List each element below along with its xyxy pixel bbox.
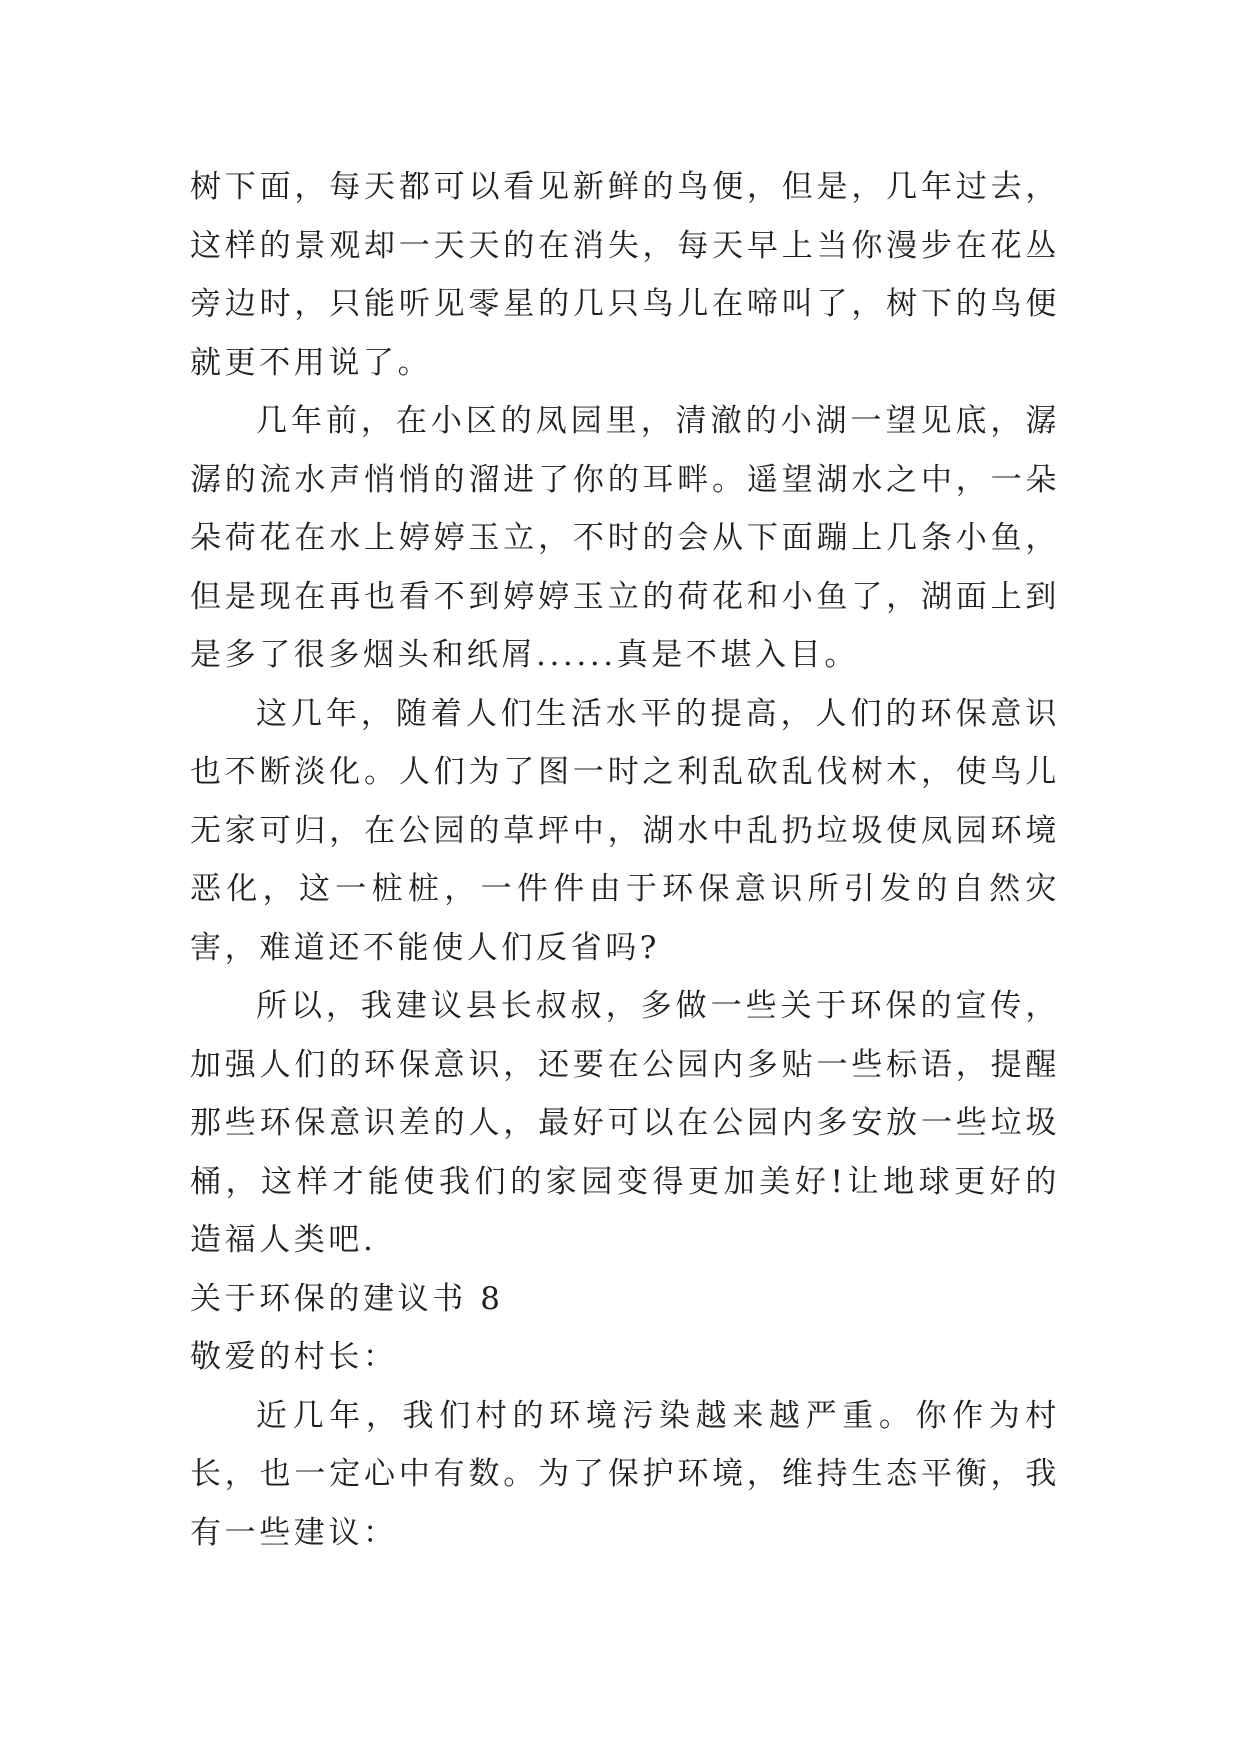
section-heading: 关于环保的建议书 8	[190, 1280, 504, 1317]
salutation: 敬爱的村长：	[190, 1339, 398, 1375]
paragraph-awareness: 这几年，随着人们生活水平的提高，人们的环保意识也不断淡化。人们为了图一时之利乱砍乱伐树木，使鸟儿无家可归，在公园的草坪中，湖水中乱扔垃圾使凤园环境恶化，这一桩桩，一件件由于环保意识所引发的自然灾害，难道还不能使人们反省吗?	[190, 695, 1060, 966]
paragraph-lake: 几年前，在小区的凤园里，清澈的小湖一望见底，潺潺的流水声悄悄的溜进了你的耳畔。遥望湖水之中，一朵朵荷花在水上婷婷玉立，不时的会从下面蹦上几条小鱼，但是现在再也看不到婷婷玉立的荷花和小鱼了，湖面上到是多了很多烟头和纸屑......真是不堪入目。	[190, 403, 1060, 673]
paragraph-intro: 近几年，我们村的环境污染越来越严重。你作为村长，也一定心中有数。为了保护环境，维持生态平衡，我有一些建议：	[190, 1397, 1060, 1551]
paragraph-suggestion: 所以，我建议县长叔叔，多做一些关于环保的宣传，加强人们的环保意识，还要在公园内多贴一些标语，提醒那些环保意识差的人，最好可以在公园内多安放一些垃圾桶，这样才能使我们的家园变得更加美好!让地球更好的造福人类吧.	[190, 988, 1060, 1258]
paragraph-continuation: 树下面，每天都可以看见新鲜的鸟便，但是，几年过去，这样的景观却一天天的在消失，每天早上当你漫步在花丛旁边时，只能听见零星的几只鸟儿在啼叫了，树下的鸟便就更不用说了。	[190, 169, 1060, 381]
document-body	[190, 158, 1060, 1562]
